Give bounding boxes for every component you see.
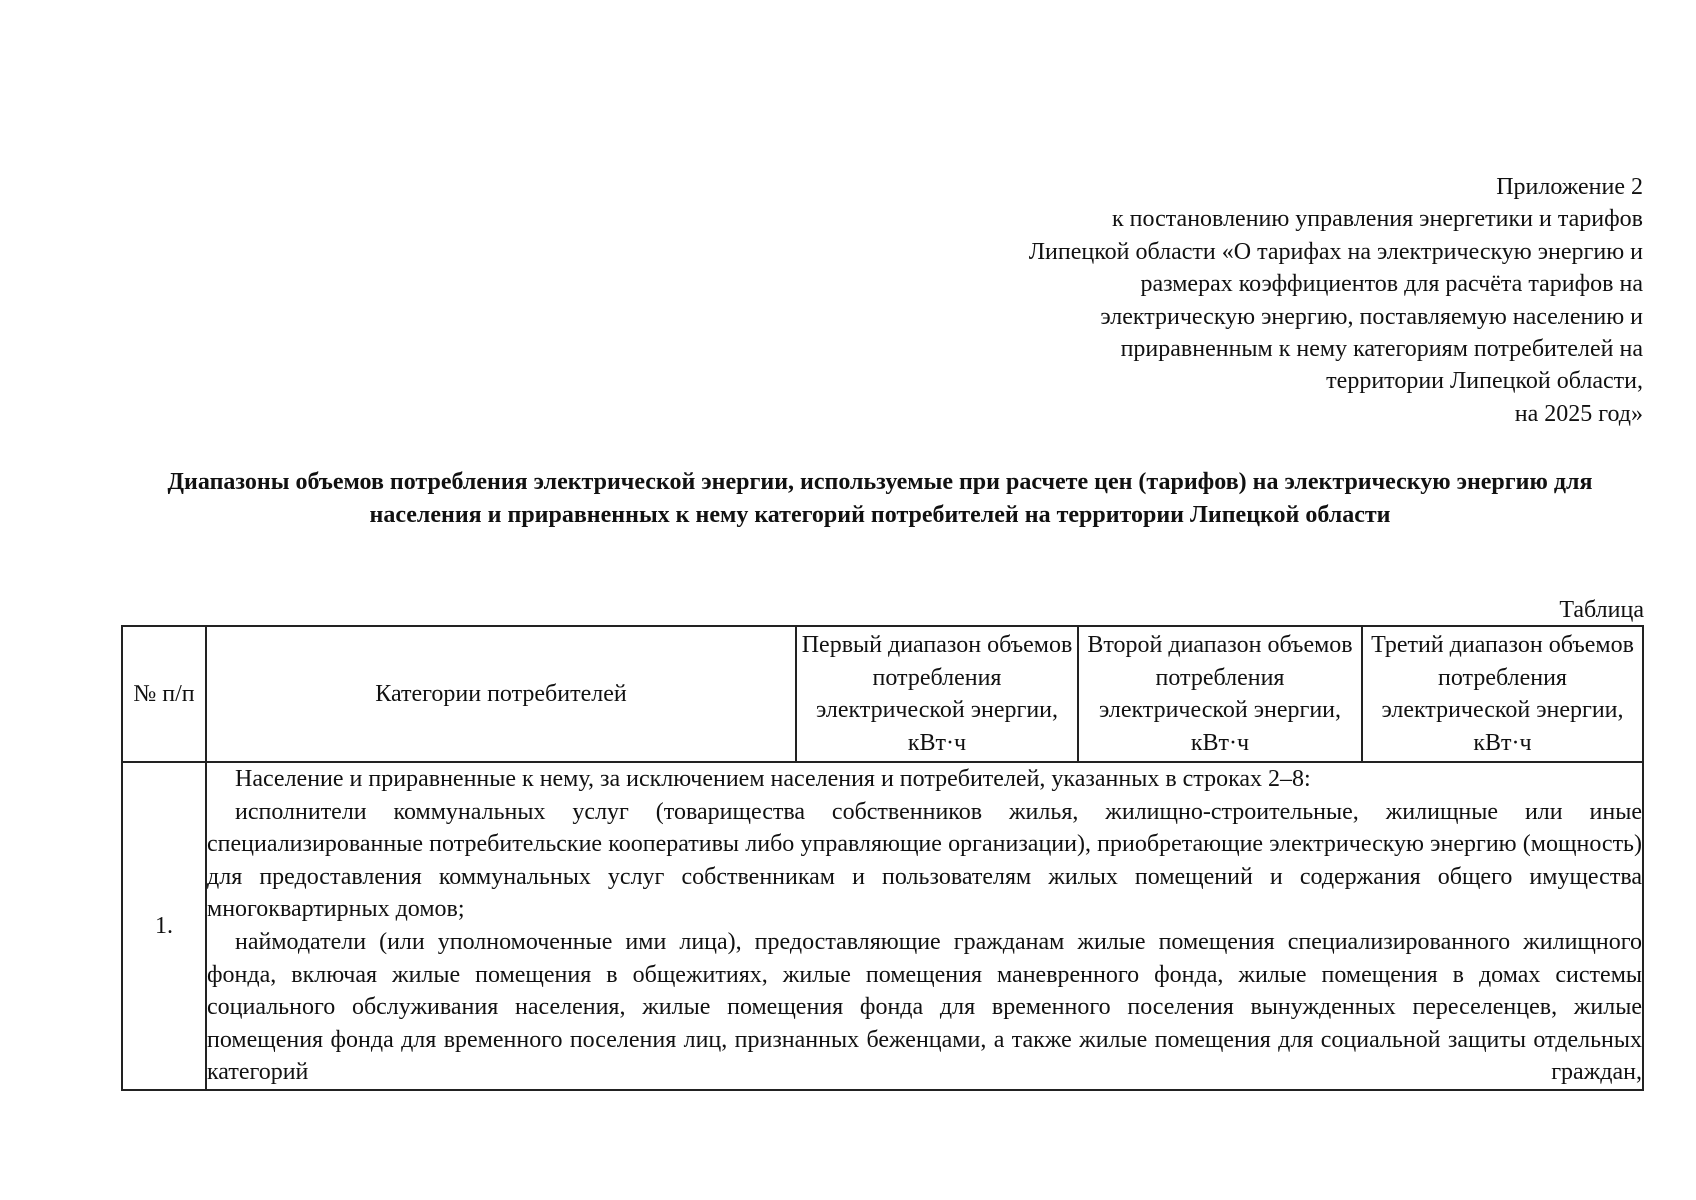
header-range-3: Третий диапазон объемов потребления электрической энергии, кВт·ч (1362, 626, 1643, 762)
appendix-line: Липецкой области «О тарифах на электрическую энергию и (1028, 238, 1643, 265)
header-range-2: Второй диапазон объемов потребления электрической энергии, кВт·ч (1078, 626, 1362, 762)
table-row (122, 762, 1643, 1090)
appendix-line: на 2025 год» (1514, 400, 1643, 427)
appendix-line: территории Липецкой области, (1326, 368, 1643, 395)
consumption-ranges-table (121, 625, 1644, 1091)
appendix-line: приравненным к нему категориям потребителей на (1120, 336, 1643, 363)
row-number: 1. (122, 762, 206, 1090)
table-caption: Таблица (1559, 597, 1644, 623)
table-header-row (122, 626, 1643, 762)
row-description (206, 762, 1643, 1090)
row-paragraph: исполнители коммунальных услуг (товарищества собственников жилья, жилищно-строительные, жилищные или иные специализированные потребительские кооперативы либо управляющие организации), приобретающие электрическую энергию (мощность) для предоставления коммунальных услуг собственникам и пользователям жилых помещений и содержания общего имущества многоквартирных домов; (207, 798, 1642, 923)
appendix-line: размерах коэффициентов для расчёта тарифов на (1140, 271, 1643, 298)
appendix-line: электрическую энергию, поставляемую населению и (1100, 303, 1643, 330)
appendix-block (883, 171, 1643, 430)
header-range-1: Первый диапазон объемов потребления электрической энергии, кВт·ч (796, 626, 1078, 762)
appendix-line: к постановлению управления энергетики и тарифов (1112, 206, 1643, 233)
header-num: № п/п (122, 626, 206, 762)
row-paragraph: наймодатели (или уполномоченные ими лица), предоставляющие гражданам жилые помещения специализированного жилищного фонда, включая жилые помещения в общежитиях, жилые помещения маневренного фонда, жилые помещения в домах системы социального обслуживания населения, жилые помещения фонда для временного поселения вынужденных переселенцев, жилые помещения фонда для временного поселения лиц, признанных беженцами, а также жилые помещения для социальной защиты отдельных категорий граждан, (207, 928, 1642, 1086)
row-paragraph: Население и приравненные к нему, за исключением населения и потребителей, указанных в строках 2–8: (235, 766, 1311, 792)
header-category: Категории потребителей (206, 626, 796, 762)
appendix-line: Приложение 2 (1496, 174, 1643, 200)
document-title: Диапазоны объемов потребления электрической энергии, используемые при расчете цен (тарифов) на электрическую энергию для населения и приравненных к нему категорий потребителей на территории Липецкой области (167, 469, 1593, 528)
